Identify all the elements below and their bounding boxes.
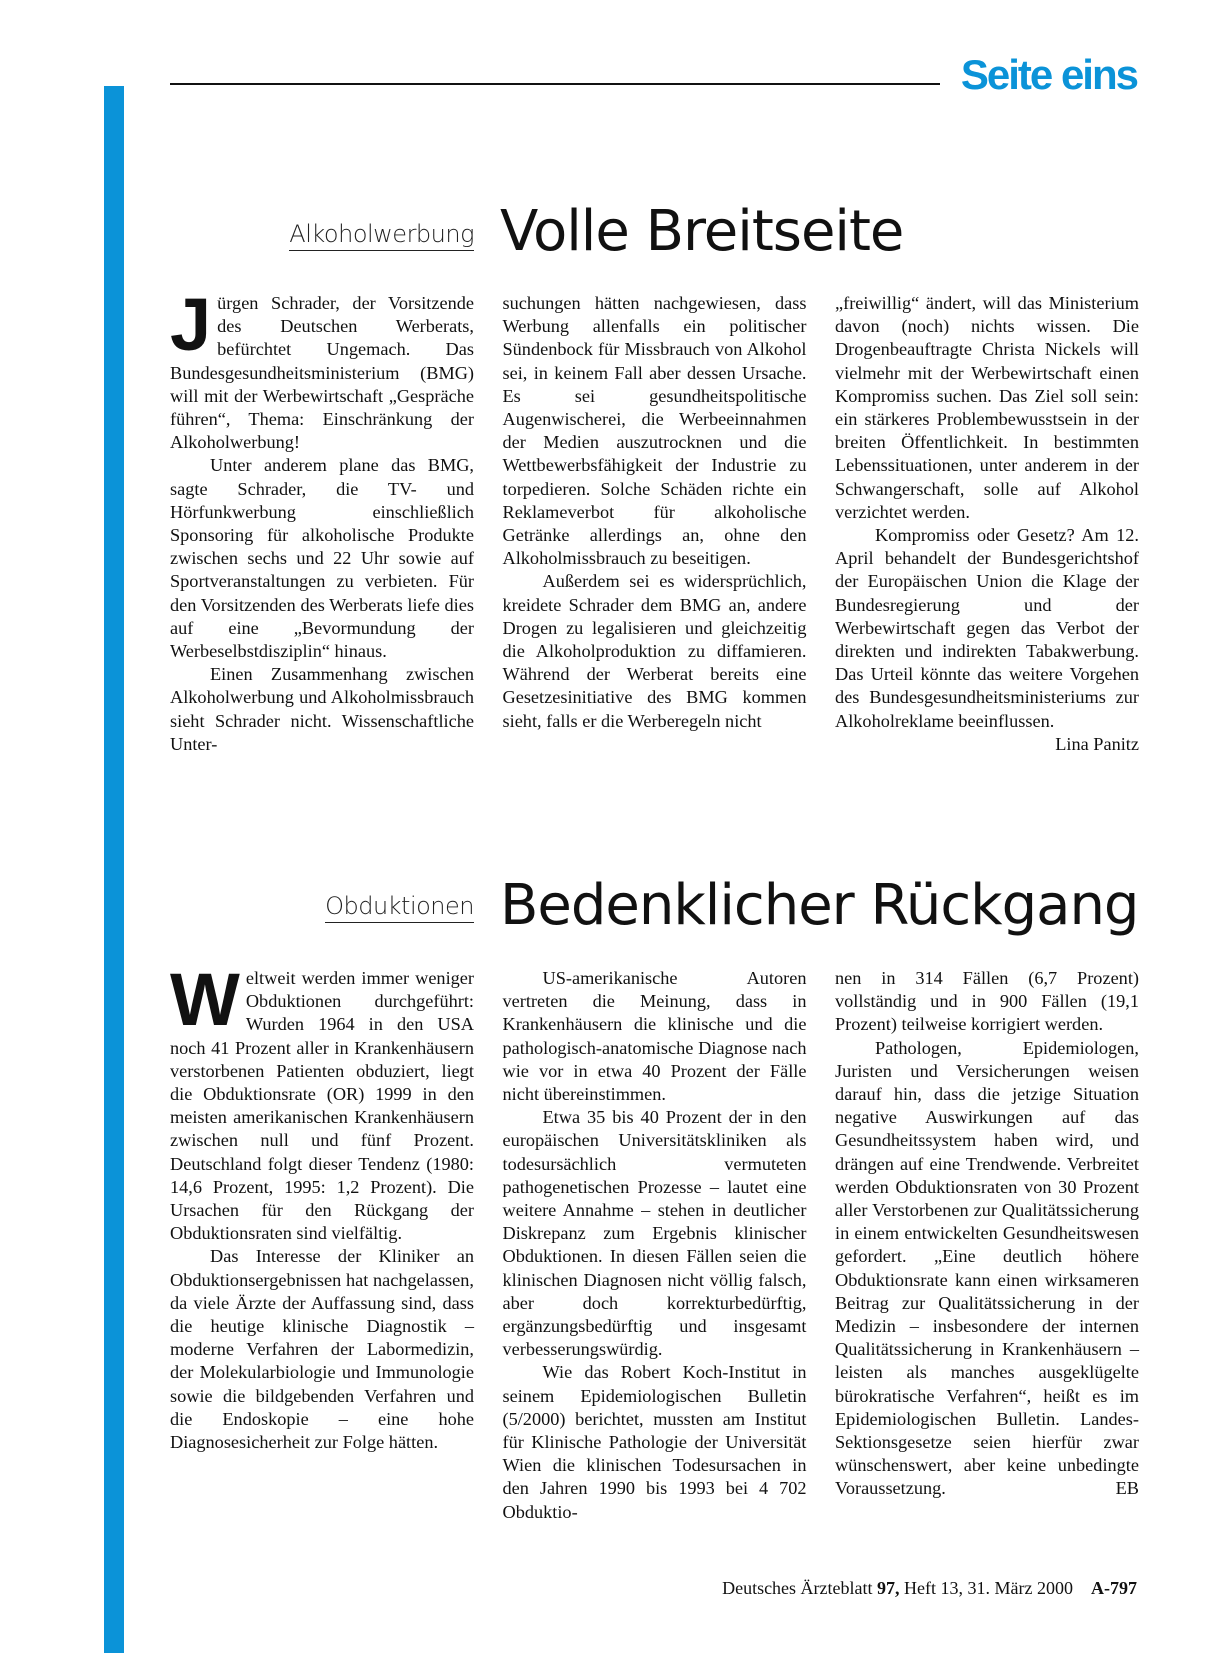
journal-volume: 97, xyxy=(877,1578,900,1598)
article1-kicker: Alkoholwerbung xyxy=(170,220,474,251)
article2-paragraph: Pathologen, Epidemiologen, Juristen und Versicherungen weisen darauf hin, dass die jetzige Situation negative Auswirkungen auf das Gesundheitssystem haben wird, und drängen auf eine Trendwende. Verbreitet werden Obduktionsraten von 30 Prozent aller Verstorbenen zur Qualitätssicherung in einem entwickelten Gesundheitswesen gefordert. „Eine deutlich höhere Obduktionsrate kann einen wirksameren Beitrag zur Qualitätssicherung in der Medizin – insbesondere der internen Qualitätssicherung in Krankenhäusern – leisten als manches ausgeklügelte bürokratische Verfahren“, heißt es im Epidemiologischen Bulletin. Landes-Sektionsgesetze seien hierfür zwar wünschenswert, aber keine unbedingte Voraussetzung. EB xyxy=(835,1037,1139,1501)
article2-body xyxy=(170,958,1139,1524)
article1-headline: Volle Breitseite xyxy=(500,199,904,264)
article1-paragraph: Einen Zusammenhang zwischen Alkoholwerbung und Alkoholmissbrauch sieht Schrader nicht. Wissenschaftliche Unter- xyxy=(170,664,474,754)
article2-paragraph: Das Interesse der Kliniker an Obduktionsergebnissen hat nachgelassen, da viele Ärzte der Auffassung sind, dass die heutige klinische Diagnostik – moderne Verfahren der Labormedizin, der Molekularbiologie und Immunologie sowie die bildgebenden Verfahren und die Endoskopie – eine hohe Diagnosesicherheit zur Folge hätten. xyxy=(170,1246,474,1453)
article1-paragraph: „freiwillig“ ändert, will das Ministerium davon (noch) nichts wissen. Die Drogenbeauftragte Christa Nickels will vielmehr mit der Werbewirtschaft einen Kompromiss suchen. Das Ziel soll sein: ein stärkeres Problembewusstsein in der breiten Öffentlichkeit. In bestimmten Lebenssituationen, unter anderem in der Schwangerschaft, solle auf Alkohol verzichtet werden. xyxy=(835,293,1139,522)
page-footer xyxy=(722,1578,1137,1599)
article2-paragraph: nen in 314 Fällen (6,7 Prozent) vollständig und in 900 Fällen (19,1 Prozent) teilweise korrigiert werden. xyxy=(835,968,1139,1035)
accent-side-bar xyxy=(104,86,124,1653)
article1-author: Lina Panitz xyxy=(1055,733,1139,754)
page-number: A-797 xyxy=(1091,1578,1137,1598)
article2-paragraph: Etwa 35 bis 40 Prozent der in den europäischen Universitätskliniken als todesursächlich vermuteten pathogenetischen Prozesse – lautet eine weitere Annahme – stehen in deutlicher Diskrepanz zum Ergebnis klinischer Obduktionen. In diesen Fällen seien die klinischen Diagnosen nicht völlig falsch, aber doch korrekturbedürftig, ergänzungsbedürftig und insgesamt verbesserungswürdig. xyxy=(502,1107,807,1360)
dropcap: J xyxy=(170,283,212,366)
article2-kicker: Obduktionen xyxy=(170,892,474,923)
article2-column-3 xyxy=(835,967,1139,1524)
article1-paragraph: suchungen hätten nachgewiesen, dass Werbung allenfalls ein politischer Sündenbock für Missbrauch von Alkohol sei, in keinem Fall aber dessen Ursache. Es sei gesundheitspolitische Augenwischerei, die Werbeeinnahmen der Medien auszutrocknen und die Wettbewerbsfähigkeit der Industrie zu torpedieren. Solche Schäden richte ein Reklameverbot für alkoholische Getränke allerdings an, ohne den Alkoholmissbrauch zu beseitigen. xyxy=(502,293,807,569)
header-rule xyxy=(170,83,940,85)
article1-paragraph: Außerdem sei es widersprüchlich, kreidete Schrader dem BMG an, andere Drogen zu legalisieren und gleichzeitig die Alkoholproduktion zu diffamieren. Während der Werberat bereits eine Gesetzesinitiative des BMG kommen sieht, falls er die Werberegeln nicht xyxy=(502,571,807,731)
article2-column-1 xyxy=(170,958,474,1524)
article1-column-2 xyxy=(503,292,807,756)
article2-paragraph: Wie das Robert Koch-Institut in seinem Epidemiologischen Bulletin (5/2000) berichtet, mussten am Institut für Klinische Pathologie der Universität Wien die klinischen Todesursachen in den Jahren 1990 bis 1993 bei 4 702 Obduktio- xyxy=(502,1362,807,1522)
journal-name: Deutsches Ärzteblatt xyxy=(722,1578,873,1598)
article1-paragraph: Unter anderem plane das BMG, sagte Schrader, die TV- und Hörfunkwerbung einschließlich Sponsoring für alkoholische Produkte zwischen sechs und 22 Uhr sowie auf Sportveranstaltungen zu verbieten. Für den Vorsitzenden des Werberats liefe dies auf eine „Bevormundung der Werbeselbstdisziplin“ hinaus. xyxy=(170,455,474,662)
article1-paragraph: Jürgen Schrader, der Vorsitzende des Deutschen Werberats, befürchtet Ungemach. Das Bundesgesundheitsministerium (BMG) will mit der Werbewirtschaft „Gespräche führen“, Thema: Einschränkung der Alkoholwerbung! xyxy=(170,283,474,453)
journal-issue: Heft 13, 31. März 2000 xyxy=(904,1578,1073,1598)
article2-paragraph: Weltweit werden immer weniger Obduktionen durchgeführt: Wurden 1964 in den USA noch 41 Prozent aller in Krankenhäusern verstorbenen Patienten obduziert, liegt die Obduktionsrate (OR) 1999 in den meisten amerikanischen Krankenhäusern zwischen null und fünf Prozent. Deutschland folgt dieser Tendenz (1980: 14,6 Prozent, 1995: 1,2 Prozent). Die Ursachen für den Rückgang der Obduktionsraten sind vielfältig. xyxy=(170,958,474,1244)
article2-column-2 xyxy=(503,967,807,1524)
article1-column-1 xyxy=(170,283,474,756)
section-label: Seite eins xyxy=(960,51,1137,98)
article2-author: EB xyxy=(1115,1478,1139,1499)
dropcap: W xyxy=(170,958,240,1041)
article2-paragraph: US-amerikanische Autoren vertreten die Meinung, dass in Krankenhäusern die klinische und die pathologisch-anatomische Diagnose nach wie vor in etwa 40 Prozent der Fälle nicht übereinstimmen. xyxy=(502,968,807,1105)
article1-column-3 xyxy=(835,292,1139,756)
article2-headline: Bedenklicher Rückgang xyxy=(500,873,1139,938)
article1-paragraph: Kompromiss oder Gesetz? Am 12. April behandelt der Bundesgerichtshof der Europäischen Union die Klage der Bundesregierung und der Werbewirtschaft gegen das Verbot der direkten und indirekten Tabakwerbung. Das Urteil könnte das weitere Vorgehen des Bundesgesundheitsministeriums zur Alkoholreklame beeinflussen. Lina Panitz xyxy=(835,524,1139,733)
article1-body xyxy=(170,283,1139,756)
